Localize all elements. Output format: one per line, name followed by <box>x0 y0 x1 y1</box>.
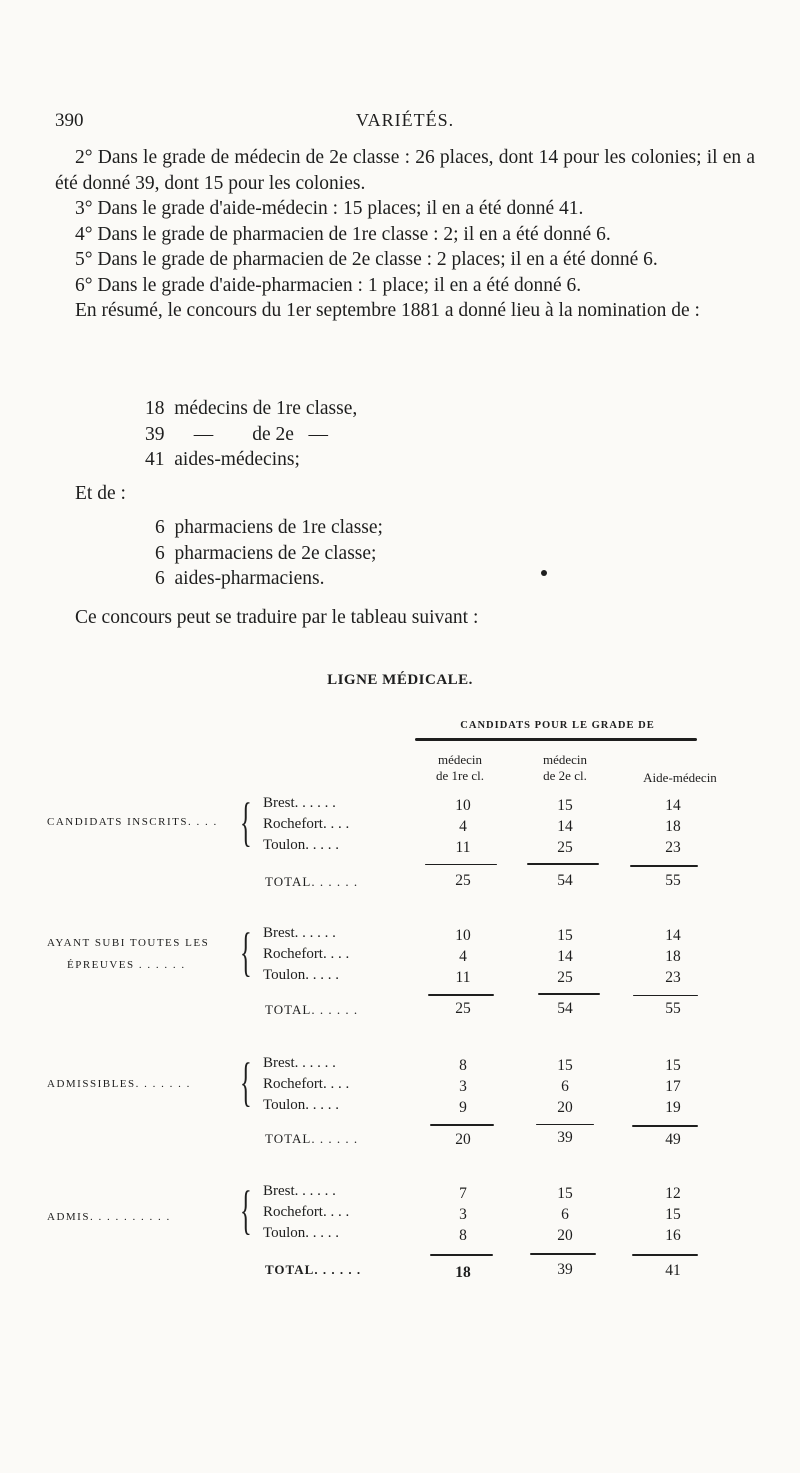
total-cell: 20 <box>455 1131 471 1148</box>
brace: { <box>240 1180 252 1240</box>
paragraph-4: 4° Dans le grade de pharmacien de 1re classe : 2; il en a été donné 6. <box>75 223 611 245</box>
group-label-candidats-inscrits: CANDIDATS INSCRITS. . . . <box>47 816 218 828</box>
total-label: TOTAL. . . . . . <box>265 1262 362 1277</box>
page-header <box>55 110 755 134</box>
et-de-label: Et de : <box>75 483 126 504</box>
column-header-medecin-2e <box>530 752 600 784</box>
cell: 14 <box>557 818 573 835</box>
table-intro: Ce concours peut se traduire par le tableau suivant : <box>75 607 479 628</box>
grade-header: CANDIDATS POUR LE GRADE DE <box>460 720 655 731</box>
cell: 16 <box>665 1227 681 1244</box>
total-rule <box>538 993 600 995</box>
row-label-brest: Brest. . . . . . <box>263 795 336 811</box>
summary-line: 18 médecins de 1re classe, <box>145 398 358 419</box>
column-header-aide-medecin <box>625 770 735 786</box>
cell: 23 <box>665 969 681 986</box>
column-header-line: de 1re cl. <box>435 768 484 783</box>
cell: 10 <box>455 927 471 944</box>
paragraph-5: 5° Dans le grade de pharmacien de 2e classe : 2 places; il en a été donné 6. <box>75 249 658 270</box>
column-header-line: médecin <box>437 752 483 767</box>
total-rule <box>430 1124 494 1126</box>
cell: 6 <box>561 1206 569 1223</box>
total-label: TOTAL. . . . . . <box>265 1002 359 1017</box>
summary-line: 41 aides-médecins; <box>145 449 300 470</box>
total-rule <box>428 994 494 996</box>
cell: 15 <box>665 1206 681 1223</box>
row-label-toulon: Toulon. . . . . <box>263 1097 340 1113</box>
total-cell: 18 <box>455 1264 471 1281</box>
cell: 12 <box>665 1185 681 1202</box>
summary-line: 39 — de 2e — <box>145 423 329 445</box>
cell: 19 <box>665 1099 681 1116</box>
cell: 15 <box>665 1057 681 1074</box>
cell: 9 <box>459 1099 467 1116</box>
row-label-rochefort: Rochefort. . . . <box>263 816 350 832</box>
cell: 17 <box>665 1078 681 1095</box>
total-rule <box>527 863 599 865</box>
total-cell: 55 <box>665 872 681 889</box>
total-cell: 39 <box>557 1129 573 1146</box>
total-rule <box>530 1253 596 1255</box>
cell: 25 <box>557 839 573 856</box>
grade-header-rule <box>415 738 697 741</box>
summary-line: 6 pharmaciens de 2e classe; <box>155 542 377 564</box>
total-cell: 55 <box>665 1000 681 1017</box>
cell: 18 <box>665 818 681 835</box>
group-label-admis: ADMIS. . . . . . . . . . <box>47 1211 171 1223</box>
total-cell: 25 <box>455 872 471 889</box>
summary-medecins-list <box>145 396 357 473</box>
page-number: 390 <box>55 110 84 131</box>
group-label-admissibles: ADMISSIBLES. . . . . . . <box>47 1078 191 1090</box>
cell: 15 <box>557 1057 573 1074</box>
row-label-brest: Brest. . . . . . <box>263 1183 336 1199</box>
cell: 23 <box>665 839 681 856</box>
cell: 14 <box>665 797 681 814</box>
row-label-toulon: Toulon. . . . . <box>263 837 340 853</box>
cell: 8 <box>459 1057 467 1074</box>
total-rule <box>632 1125 698 1127</box>
group-label-ayant-subi-line1: AYANT SUBI TOUTES LES <box>47 937 210 949</box>
paragraph-resume: En résumé, le concours du 1er septembre 1881 a donné lieu à la nomination de : <box>75 300 700 321</box>
cell: 11 <box>455 969 471 986</box>
total-label: TOTAL. . . . . . <box>265 874 359 889</box>
brace: { <box>240 1052 252 1112</box>
column-header-line: Aide-médecin <box>643 770 717 785</box>
summary-line: 6 aides-pharmaciens. <box>155 568 325 589</box>
cell: 7 <box>459 1185 467 1202</box>
cell: 15 <box>557 1185 573 1202</box>
total-cell: 54 <box>557 1000 573 1017</box>
cell: 4 <box>459 818 467 835</box>
cell: 25 <box>557 969 573 986</box>
total-rule <box>536 1124 594 1125</box>
cell: 15 <box>557 797 573 814</box>
total-cell: 41 <box>665 1262 681 1279</box>
group-label-ayant-subi-line2: ÉPREUVES . . . . . . <box>67 959 186 971</box>
summary-line: 6 pharmaciens de 1re classe; <box>155 517 383 538</box>
total-cell: 25 <box>455 1000 471 1017</box>
row-label-toulon: Toulon. . . . . <box>263 1225 340 1241</box>
cell: 18 <box>665 948 681 965</box>
cell: 6 <box>561 1078 569 1095</box>
total-rule <box>632 1254 698 1256</box>
cell: 11 <box>455 839 471 856</box>
column-header-medecin-1re <box>425 752 495 784</box>
column-header-line: médecin <box>542 752 588 767</box>
cell: 8 <box>459 1227 467 1244</box>
paragraph-2: 2° Dans le grade de médecin de 2e classe : 26 places, dont 14 pour les colonies; il en a été donné 39, dont 15 pour les colonies. <box>55 147 755 194</box>
running-title: VARIÉTÉS. <box>355 110 455 130</box>
cell: 4 <box>459 948 467 965</box>
row-label-toulon: Toulon. . . . . <box>263 967 340 983</box>
cell: 14 <box>557 948 573 965</box>
cell: 20 <box>557 1227 573 1244</box>
paragraph-6: 6° Dans le grade d'aide-pharmacien : 1 place; il en a été donné 6. <box>75 274 582 296</box>
total-cell: 49 <box>665 1131 681 1148</box>
total-cell: 39 <box>557 1261 573 1278</box>
row-label-rochefort: Rochefort. . . . <box>263 1204 350 1220</box>
section-title: LIGNE MÉDICALE. <box>327 672 473 688</box>
total-cell: 54 <box>557 872 573 889</box>
body-text <box>55 145 755 324</box>
brace: { <box>240 922 252 982</box>
total-rule <box>430 1254 493 1256</box>
cell: 15 <box>557 927 573 944</box>
row-label-brest: Brest. . . . . . <box>263 1055 336 1071</box>
row-label-rochefort: Rochefort. . . . <box>263 1076 350 1092</box>
total-rule <box>425 864 497 865</box>
total-rule <box>633 995 698 996</box>
summary-pharmaciens-list <box>155 515 383 592</box>
total-rule <box>630 865 698 867</box>
total-label: TOTAL. . . . . . <box>265 1131 359 1146</box>
cell: 3 <box>459 1078 467 1095</box>
row-label-rochefort: Rochefort. . . . <box>263 946 350 962</box>
row-label-brest: Brest. . . . . . <box>263 925 336 941</box>
brace: { <box>240 792 252 852</box>
cell: 3 <box>459 1206 467 1223</box>
ink-dot <box>541 570 547 576</box>
paragraph-3: 3° Dans le grade d'aide-médecin : 15 places; il en a été donné 41. <box>75 198 584 219</box>
cell: 20 <box>557 1099 573 1116</box>
column-header-line: de 2e cl. <box>543 768 587 783</box>
cell: 14 <box>665 927 681 944</box>
cell: 10 <box>455 797 471 814</box>
